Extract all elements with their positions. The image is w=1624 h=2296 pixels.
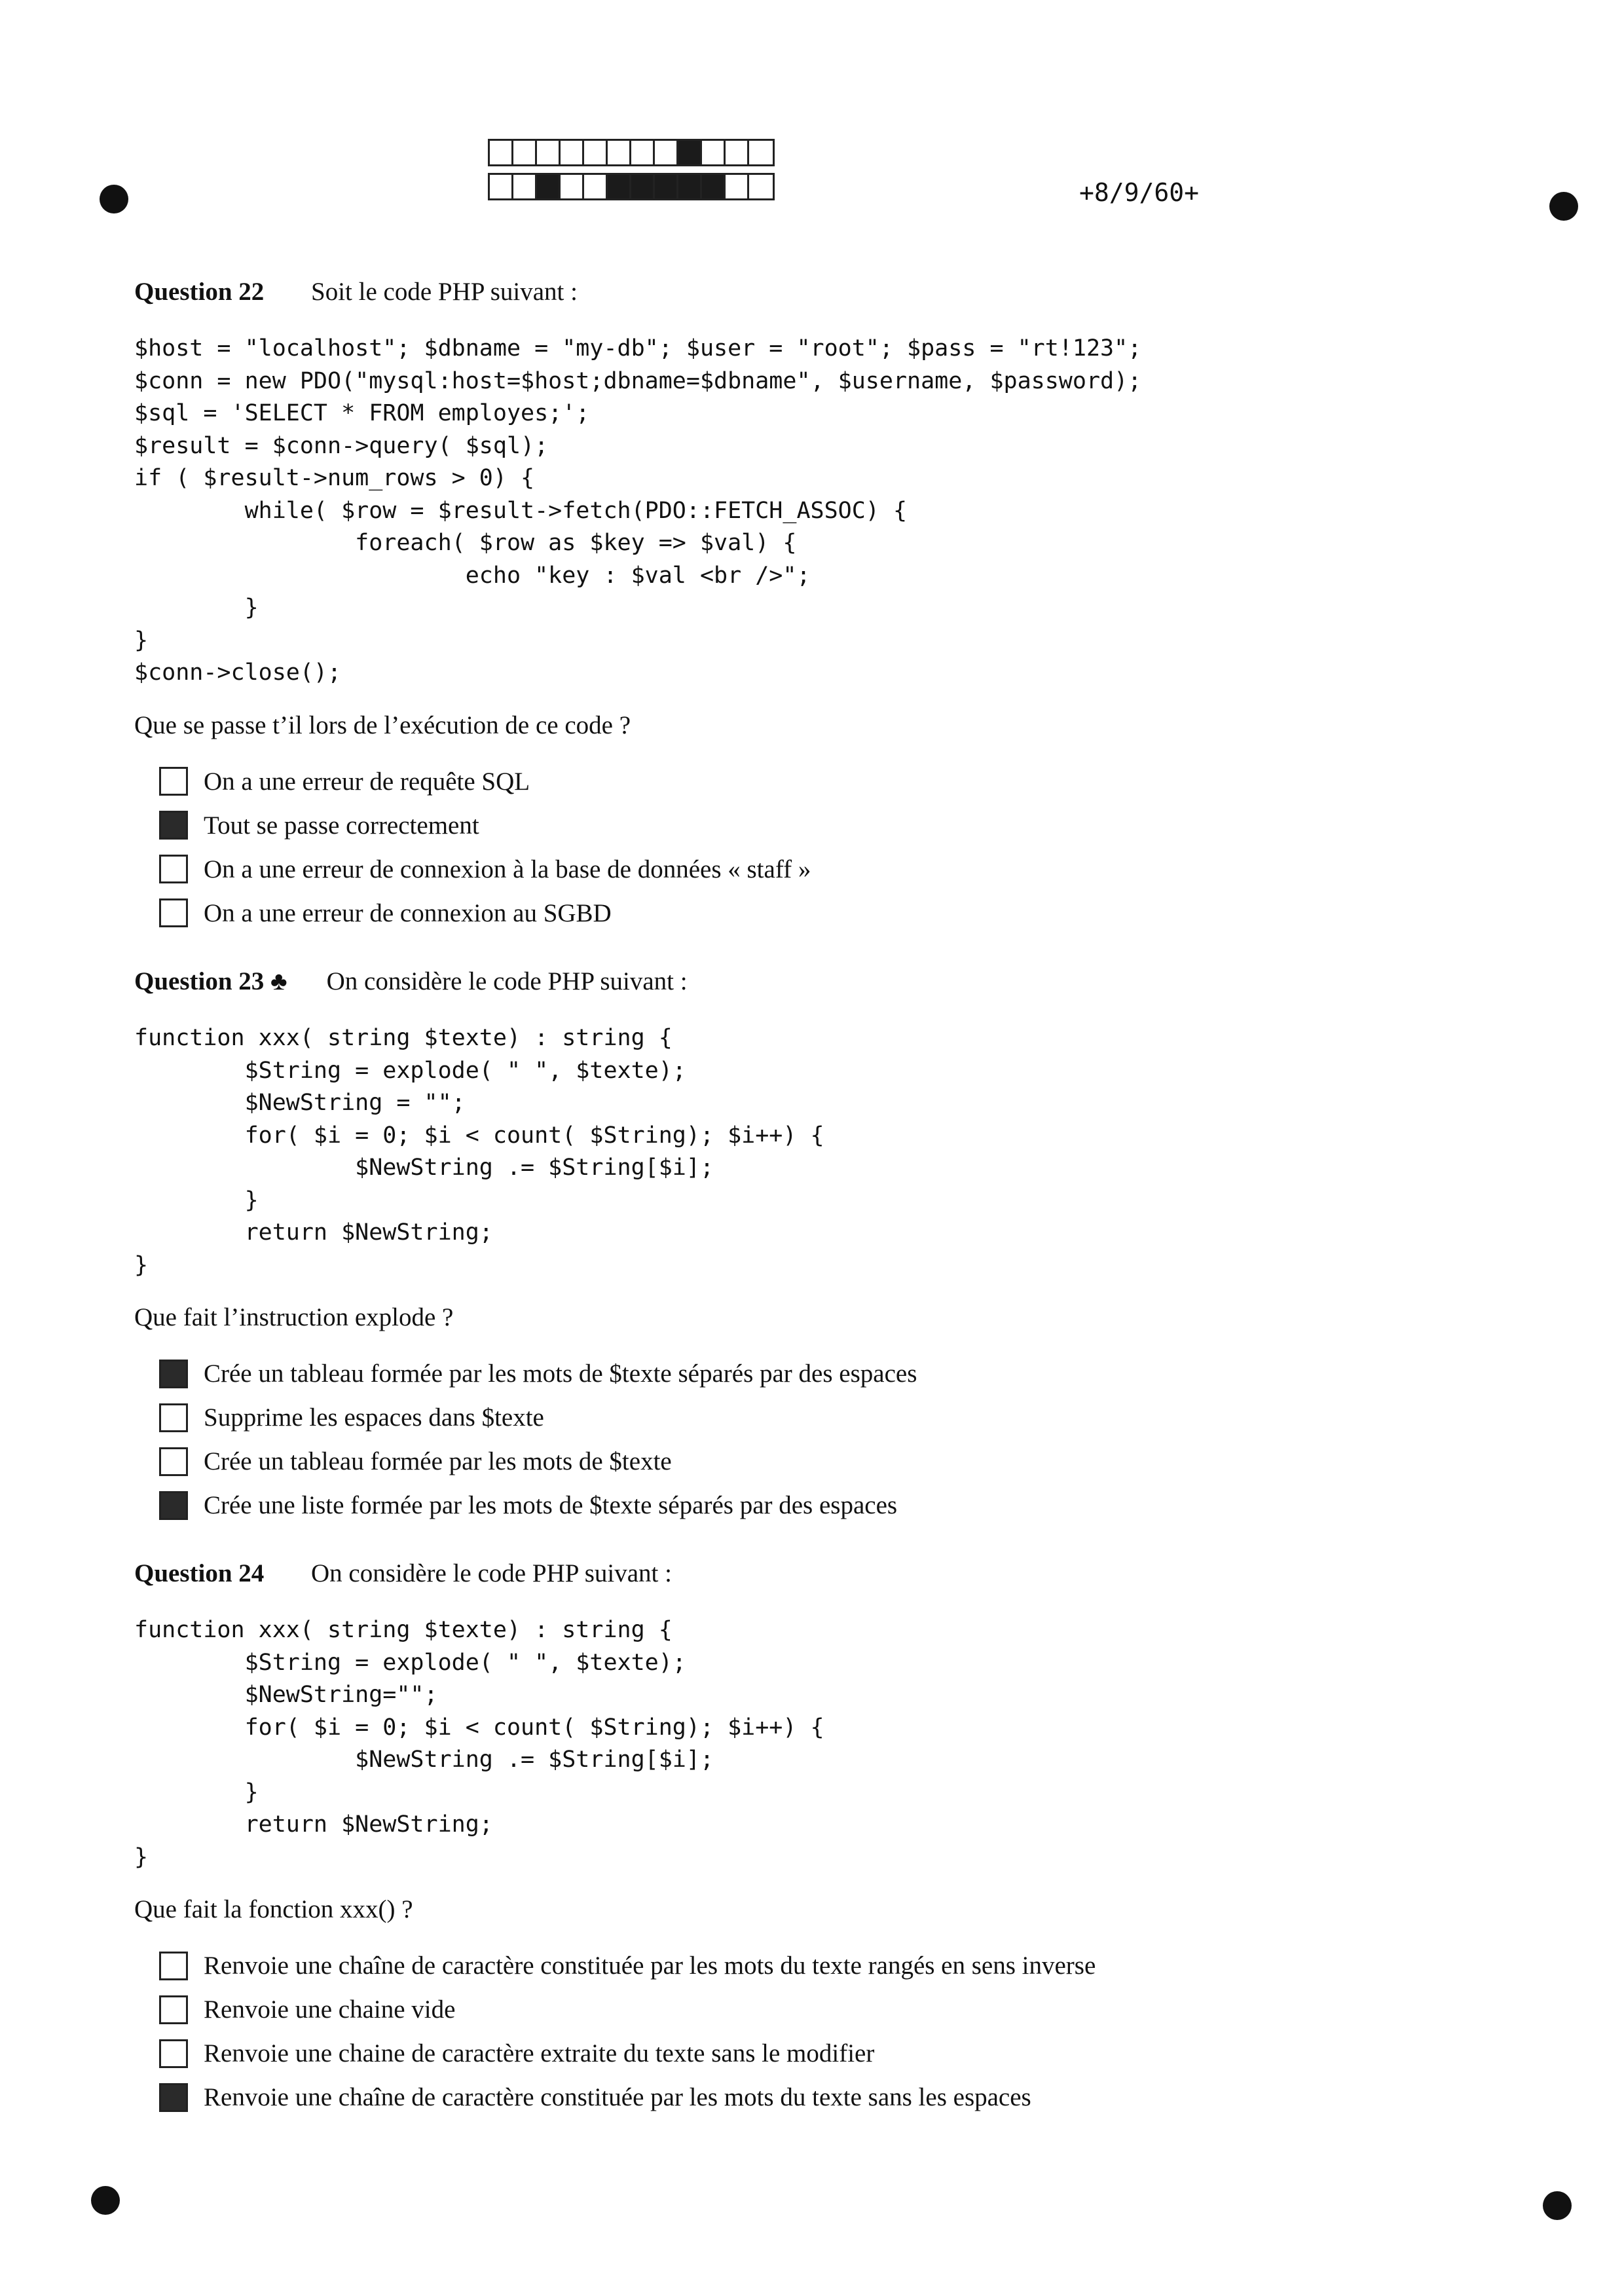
barcode-row-bottom bbox=[488, 173, 775, 200]
question-23 bbox=[134, 967, 1509, 1527]
answer-option[interactable] bbox=[159, 2075, 1509, 2119]
answer-checkbox[interactable] bbox=[159, 767, 188, 796]
option-label: Renvoie une chaîne de caractère constituée par les mots du texte rangés en sens inverse bbox=[204, 1952, 1096, 1980]
question-label: Question 24 bbox=[134, 1559, 265, 1587]
registration-mark-top-left bbox=[100, 185, 128, 213]
option-label: Crée un tableau formée par les mots de $texte bbox=[204, 1447, 672, 1475]
answer-option[interactable] bbox=[159, 891, 1509, 935]
answer-checkbox[interactable] bbox=[159, 2083, 188, 2112]
option-label: Renvoie une chaine vide bbox=[204, 1995, 456, 2024]
answer-option[interactable] bbox=[159, 2031, 1509, 2075]
php-code-block: function xxx( string $texte) : string { $String = explode( " ", $texte); $NewString = ""; for( $i = 0; $i < count( $String); $i++) { $NewString .= $String[$i]; } return $NewString; } bbox=[134, 1025, 824, 1278]
question-label: Question 22 bbox=[134, 278, 265, 306]
option-label: Crée une liste formée par les mots de $texte séparés par des espaces bbox=[204, 1491, 898, 1519]
php-code-block: function xxx( string $texte) : string { $String = explode( " ", $texte); $NewString=""; for( $i = 0; $i < count( $String); $i++) { $NewString .= $String[$i]; } return $NewString; } bbox=[134, 1617, 824, 1870]
option-label: On a une erreur de connexion à la base de données « staff » bbox=[204, 855, 811, 883]
answer-option[interactable] bbox=[159, 804, 1509, 847]
question-intro: Soit le code PHP suivant : bbox=[311, 278, 578, 306]
answer-checkbox[interactable] bbox=[159, 1491, 188, 1520]
registration-mark-bottom-left bbox=[91, 2186, 120, 2215]
question-intro: On considère le code PHP suivant : bbox=[326, 967, 688, 995]
option-label: Tout se passe correctement bbox=[204, 811, 479, 840]
question-22 bbox=[134, 277, 1509, 935]
barcode-row-top bbox=[488, 139, 775, 166]
option-label: On a une erreur de requête SQL bbox=[204, 767, 530, 796]
answer-checkbox[interactable] bbox=[159, 1447, 188, 1476]
id-barcode bbox=[488, 139, 775, 200]
answer-option[interactable] bbox=[159, 847, 1509, 891]
option-label: Renvoie une chaîne de caractère constituée par les mots du texte sans les espaces bbox=[204, 2083, 1031, 2111]
page-code: +8/9/60+ bbox=[1079, 178, 1200, 207]
answer-checkbox[interactable] bbox=[159, 1952, 188, 1980]
answer-checkbox[interactable] bbox=[159, 855, 188, 883]
answer-option[interactable] bbox=[159, 1483, 1509, 1527]
answer-option[interactable] bbox=[159, 1944, 1509, 1988]
answer-checkbox[interactable] bbox=[159, 1995, 188, 2024]
question-header bbox=[134, 967, 1509, 996]
option-label: Crée un tableau formée par les mots de $texte séparés par des espaces bbox=[204, 1360, 917, 1388]
answer-option[interactable] bbox=[159, 1439, 1509, 1483]
answer-checkbox[interactable] bbox=[159, 811, 188, 840]
option-label: Renvoie une chaine de caractère extraite du texte sans le modifier bbox=[204, 2039, 875, 2067]
question-24 bbox=[134, 1559, 1509, 2119]
answer-checkbox[interactable] bbox=[159, 1403, 188, 1432]
question-prompt: Que fait l’instruction explode ? bbox=[134, 1303, 454, 1331]
question-label: Question 23 ♣ bbox=[134, 967, 287, 995]
answer-option[interactable] bbox=[159, 1396, 1509, 1439]
option-label: Supprime les espaces dans $texte bbox=[204, 1403, 544, 1432]
answer-options bbox=[159, 1944, 1509, 2119]
answer-option[interactable] bbox=[159, 760, 1509, 804]
option-label: On a une erreur de connexion au SGBD bbox=[204, 898, 612, 927]
question-header bbox=[134, 277, 1509, 306]
question-header bbox=[134, 1559, 1509, 1588]
answer-checkbox[interactable] bbox=[159, 2039, 188, 2068]
answer-options bbox=[159, 760, 1509, 935]
answer-checkbox[interactable] bbox=[159, 898, 188, 927]
question-prompt: Que fait la fonction xxx() ? bbox=[134, 1895, 413, 1923]
answer-option[interactable] bbox=[159, 1988, 1509, 2031]
registration-mark-top-right bbox=[1549, 192, 1578, 221]
php-code-block: $host = "localhost"; $dbname = "my-db"; $user = "root"; $pass = "rt!123"; $conn = new PDO("mysql:host=$host;dbname=$dbname", $username, $password); $sql = 'SELECT * FROM employes;'; $result = $conn->query( $sql); if ( $result->num_rows > 0) { while( $row = $result->fetch(PDO::FETCH_ASSOC) { foreach( $row as $key => $val) { echo "key : $val <br />"; } } $conn->close(); bbox=[134, 335, 1142, 686]
question-prompt: Que se passe t’il lors de l’exécution de ce code ? bbox=[134, 711, 631, 739]
answer-option[interactable] bbox=[159, 1352, 1509, 1396]
answer-options bbox=[159, 1352, 1509, 1527]
registration-mark-bottom-right bbox=[1543, 2191, 1572, 2220]
answer-checkbox[interactable] bbox=[159, 1360, 188, 1388]
question-intro: On considère le code PHP suivant : bbox=[311, 1559, 672, 1587]
